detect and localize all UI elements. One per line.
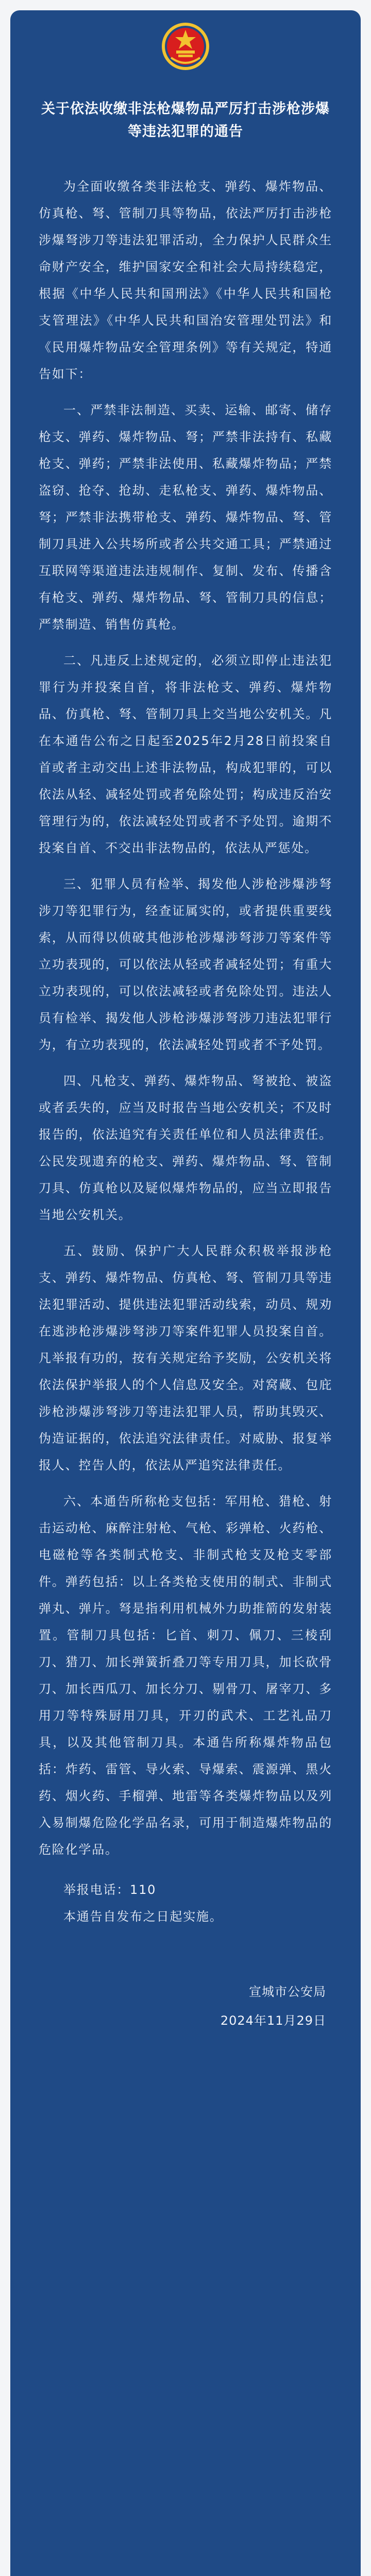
paragraph-1: 一、严禁非法制造、买卖、运输、邮寄、储存枪支、弹药、爆炸物品、弩；严禁非法持有、私藏枪支、弹药；严禁非法使用、私藏爆炸物品；严禁盗窃、抢夺、抢劫、走私枪支、弹药、爆炸物品、弩；严禁非法携带枪支、弹药、爆炸物品、弩、管制刀具进入公共场所或者公共交通工具；严禁通过互联网等渠道违法违规制作、复制、发布、传播含有枪支、弹药、爆炸物品、弩、管制刀具的信息；严禁制造、销售仿真枪。 xyxy=(39,403,332,632)
paragraph-2: 二、凡违反上述规定的，必须立即停止违法犯罪行为并投案自首，将非法枪支、弹药、爆炸物品、仿真枪、弩、管制刀具上交当地公安机关。凡在本通告公布之日起至2025年2月28日前投案自首或者主动交出上述非法物品，构成犯罪的，可以依法从轻、减轻处罚或者免除处罚；构成违反治安管理行为的，依法减轻处罚或者不予处罚。逾期不投案自首、不交出非法物品的，依法从严惩处。 xyxy=(39,653,332,855)
issuer-name: 宣城市公安局 xyxy=(249,1985,326,1999)
notice-body xyxy=(39,173,332,1863)
paragraph-5: 五、鼓励、保护广大人民群众积极举报涉枪支、弹药、爆炸物品、仿真枪、弩、管制刀具等违法犯罪活动、提供违法犯罪活动线索，动员、规劝在逃涉枪涉爆涉弩涉刀等案件犯罪人员投案自首。凡举报有功的，按有关规定给予奖励，公安机关将依法保护举报人的个人信息及安全。对窝藏、包庇涉枪涉爆涉弩涉刀等违法犯罪人员，帮助其毁灭、伪造证据的，依法追究法律责任。对威胁、报复举报人、控告人的，依法从严追究法律责任。 xyxy=(39,1244,332,1472)
paragraph-6: 六、本通告所称枪支包括：军用枪、猎枪、射击运动枪、麻醉注射枪、气枪、彩弹枪、火药枪、电磁枪等各类制式枪支、非制式枪支及枪支零部件。弹药包括：以上各类枪支使用的制式、非制式弹丸、弹片。弩是指利用机械外力助推箭的发射装置。管制刀具包括：匕首、刺刀、佩刀、三棱刮刀、猎刀、加长弹簧折叠刀等专用刀具，加长砍骨刀、加长西瓜刀、加长分刀、剔骨刀、屠宰刀、多用刀等特殊厨用刀具，开刃的武术、工艺礼品刀具，以及其他管制刀具。本通告所称爆炸物品包括：炸药、雷管、导火索、导爆索、震源弹、黑火药、烟火药、手榴弹、地雷等各类爆炸物品以及列入易制爆危险化学品名录，可用于制造爆炸物品的危险化学品。 xyxy=(39,1494,332,1857)
paragraph-4: 四、凡枪支、弹药、爆炸物品、弩被抢、被盗或者丢失的，应当及时报告当地公安机关；不及时报告的，依法追究有关责任单位和人员法律责任。公民发现遗弃的枪支、弹药、爆炸物品、弩、管制刀具、仿真枪以及疑似爆炸物品的，应当立即报告当地公安机关。 xyxy=(39,1074,332,1222)
effective-statement: 本通告自发布之日起实施。 xyxy=(63,1909,223,1924)
police-emblem-icon xyxy=(161,22,210,71)
paragraph-3: 三、犯罪人员有检举、揭发他人涉枪涉爆涉弩涉刀等犯罪行为，经查证属实的，或者提供重要线索，从而得以侦破其他涉枪涉爆涉弩涉刀等案件等立功表现的，可以依法从轻或者减轻处罚；有重大立功表现的，可以依法减轻或者免除处罚。违法人员有检举、揭发他人涉枪涉爆涉弩涉刀违法犯罪行为，有立功表现的，依法减轻处罚或者不予处罚。 xyxy=(39,877,332,1052)
report-phone: 举报电话：110 xyxy=(63,1883,157,1897)
notice-card xyxy=(10,10,361,2576)
notice-title: 关于依法收缴非法枪爆物品严厉打击涉枪涉爆等违法犯罪的通告 xyxy=(41,101,330,140)
paragraph-intro: 为全面收缴各类非法枪支、弹药、爆炸物品、仿真枪、弩、管制刀具等物品，依法严厉打击涉枪涉爆弩涉刀等违法犯罪活动，全力保护人民群众生命财产安全，维护国家安全和社会大局持续稳定，根据《中华人民共和国刑法》《中华人民共和国枪支管理法》《中华人民共和国治安管理处罚法》和《民用爆炸物品安全管理条例》等有关规定，特通告如下： xyxy=(39,179,332,381)
issue-date: 2024年11月29日 xyxy=(220,2013,326,2028)
signature-block xyxy=(39,1977,332,2035)
